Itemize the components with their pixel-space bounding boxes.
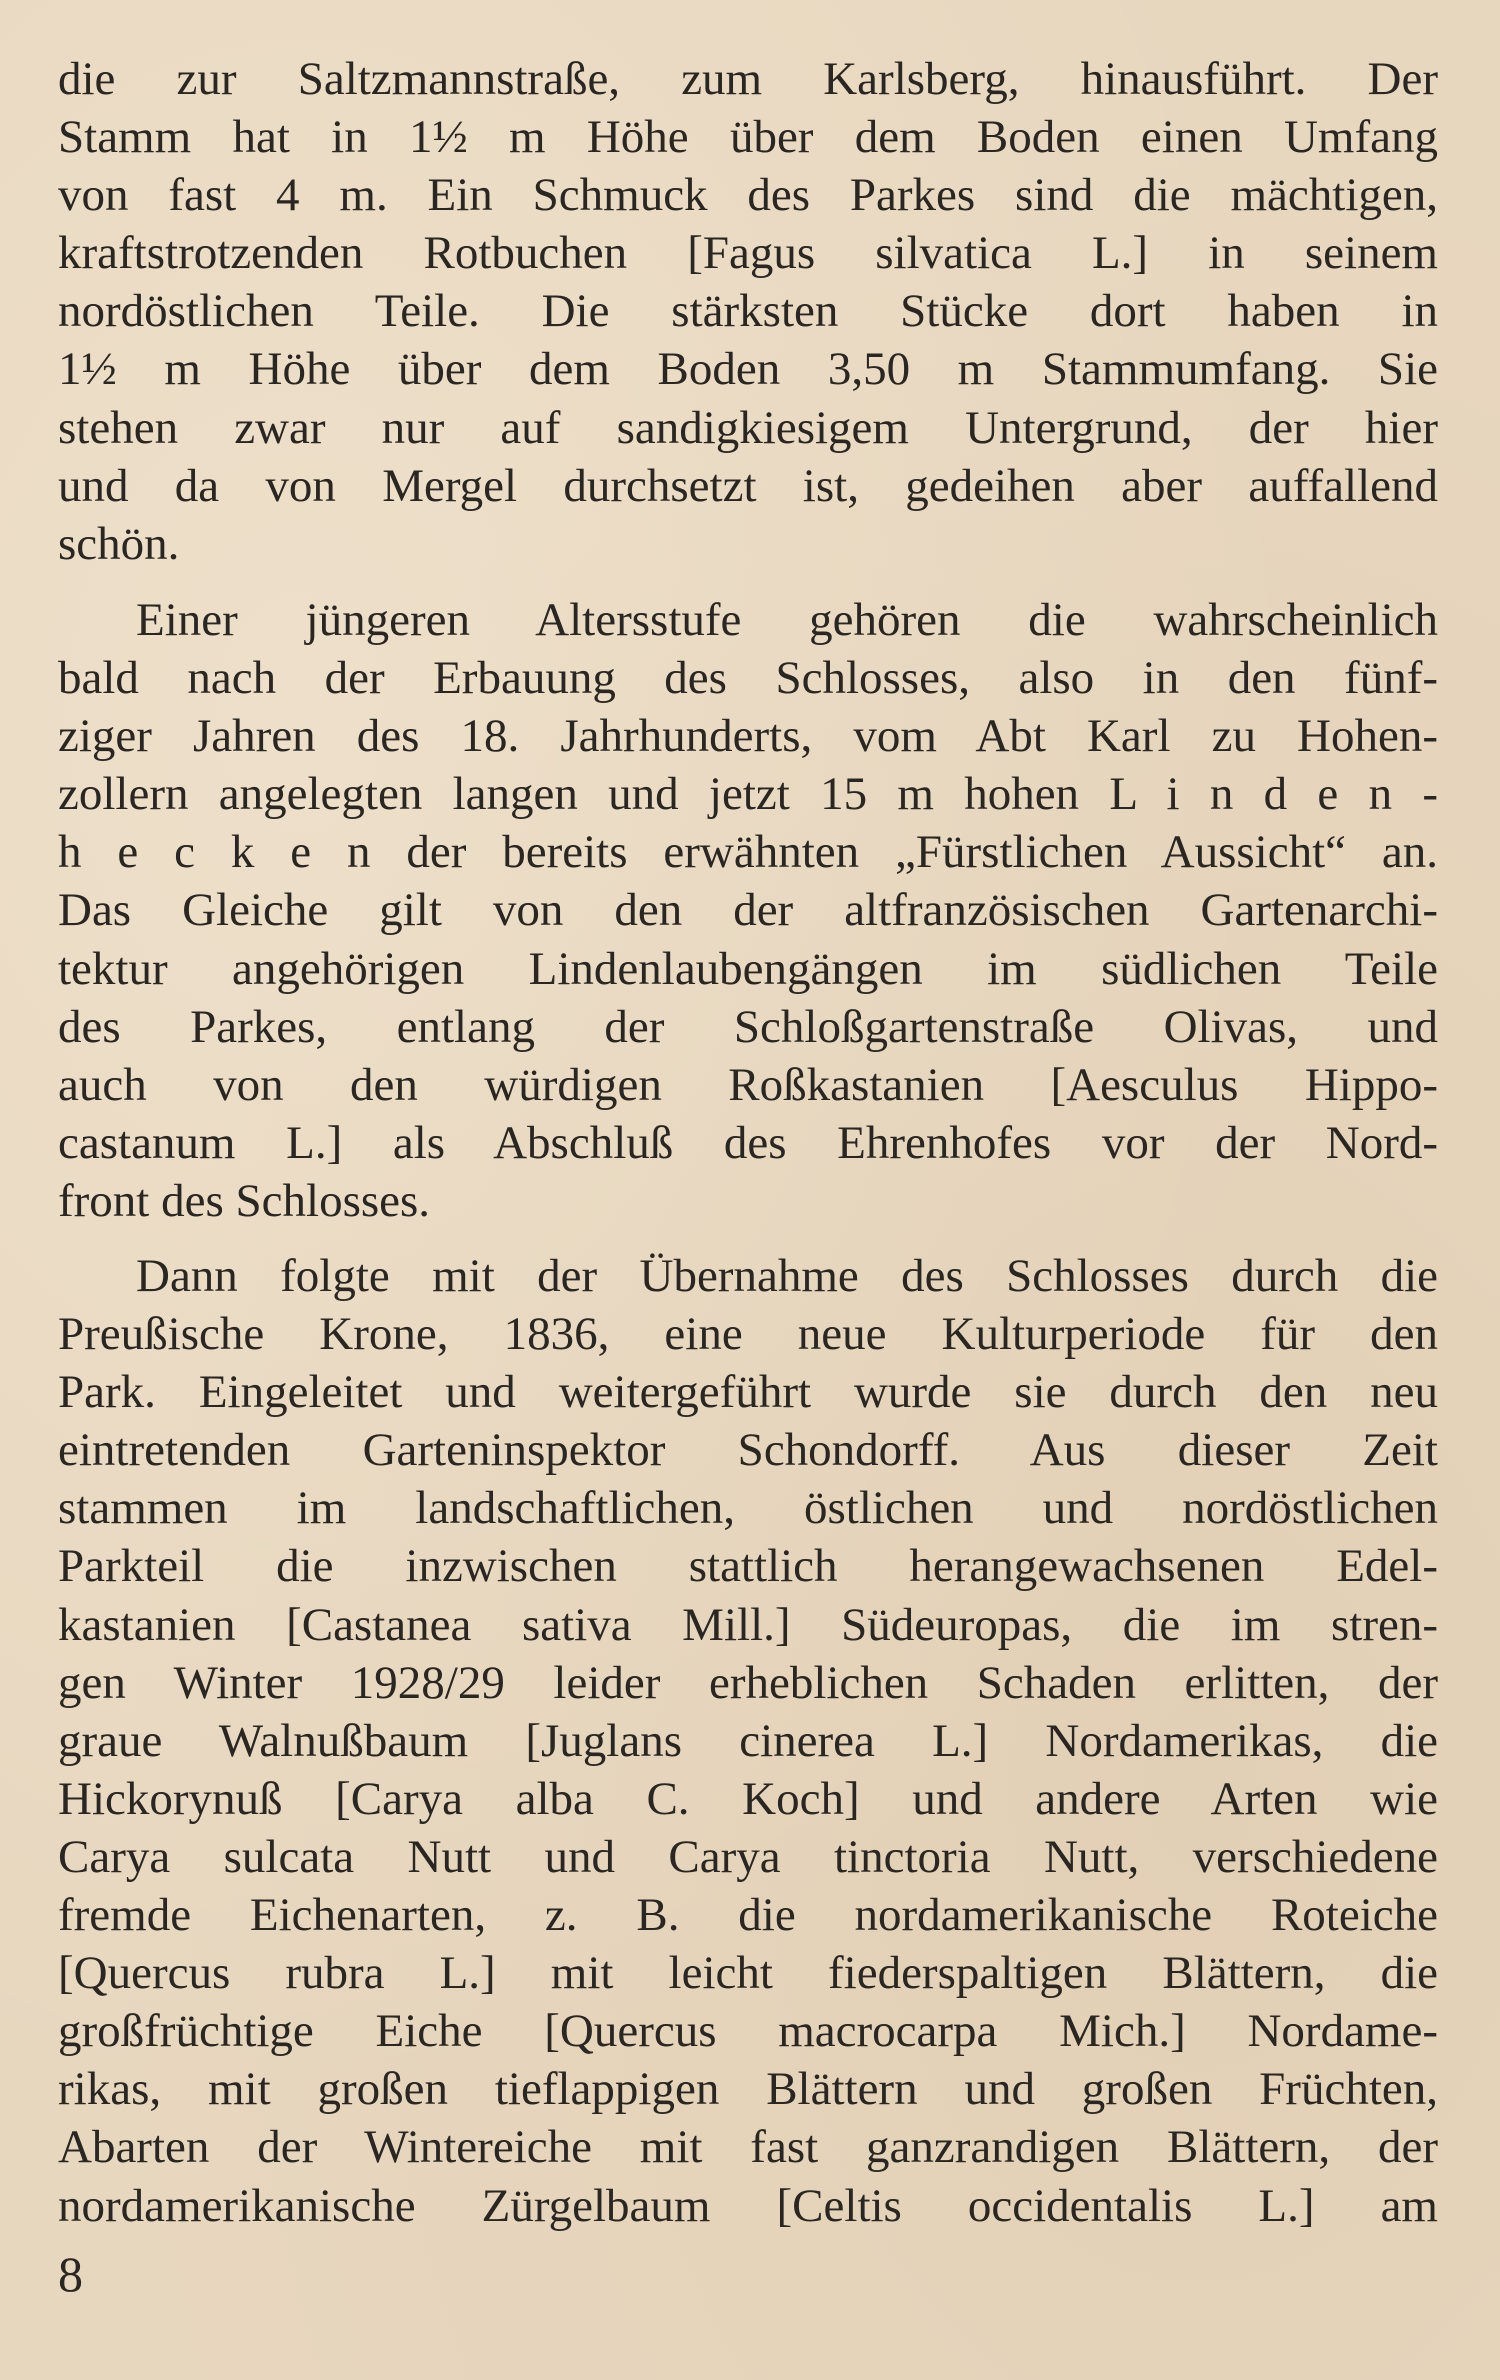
text-line: schön.: [58, 517, 180, 570]
text-line: auch von den würdigen Roßkastanien [Aesculus Hippo-: [58, 1058, 1438, 1111]
text-line: Abarten der Wintereiche mit fast ganzrandigen Blättern, der: [58, 2121, 1438, 2174]
text-line: Das Gleiche gilt von den der altfranzösischen Gartenarchi-: [58, 884, 1438, 937]
text-line: stehen zwar nur auf sandigkiesigem Untergrund, der hier: [58, 401, 1438, 454]
text-line: Park. Eingeleitet und weitergeführt wurde sie durch den neu: [58, 1366, 1438, 1419]
text-line: Carya sulcata Nutt und Carya tinctoria Nutt, verschiedene: [58, 1830, 1438, 1883]
text-line: front des Schlosses.: [58, 1174, 431, 1227]
text-line: gen Winter 1928/29 leider erheblichen Schaden erlitten, der: [58, 1656, 1438, 1709]
text-line: des Parkes, entlang der Schloßgartenstraße Olivas, und: [58, 1000, 1438, 1053]
text-line: h e c k e n der bereits erwähnten „Fürstlichen Aussicht“ an.: [58, 826, 1438, 879]
text-line: nordamerikanische Zürgelbaum [Celtis occidentalis L.] am: [58, 2179, 1438, 2232]
text-line: großfrüchtige Eiche [Quercus macrocarpa Mich.] Nordame-: [58, 2005, 1438, 2058]
text-line: Einer jüngeren Altersstufe gehören die wahrscheinlich: [136, 594, 1438, 646]
text-line: tektur angehörigen Lindenlaubengängen im südlichen Teile: [58, 942, 1438, 995]
text-line: nordöstlichen Teile. Die stärksten Stücke dort haben in: [58, 285, 1438, 338]
text-line: rikas, mit großen tieflappigen Blättern und großen Früchten,: [58, 2063, 1438, 2116]
text-line: die zur Saltzmannstraße, zum Karlsberg, hinausführt. Der: [58, 53, 1438, 105]
text-line: eintretenden Garteninspektor Schondorff. Aus dieser Zeit: [58, 1424, 1438, 1477]
text-line: Hickorynuß [Carya alba C. Koch] und andere Arten wie: [58, 1772, 1438, 1825]
text-line: bald nach der Erbauung des Schlosses, also in den fünf-: [58, 652, 1438, 705]
text-line: Parkteil die inzwischen stattlich herangewachsenen Edel-: [58, 1540, 1438, 1593]
text-line: kraftstrotzenden Rotbuchen [Fagus silvatica L.] in seinem: [58, 227, 1438, 280]
text-line: ziger Jahren des 18. Jahrhunderts, vom Abt Karl zu Hohen-: [58, 710, 1438, 763]
text-line: Dann folgte mit der Übernahme des Schlosses durch die: [136, 1250, 1438, 1302]
text-line: graue Walnußbaum [Juglans cinerea L.] Nordamerikas, die: [58, 1714, 1438, 1767]
text-line: Stamm hat in 1½ m Höhe über dem Boden einen Umfang: [58, 111, 1438, 164]
text-line: fremde Eichenarten, z. B. die nordamerikanische Roteiche: [58, 1889, 1438, 1942]
text-line: 1½ m Höhe über dem Boden 3,50 m Stammumfang. Sie: [58, 343, 1438, 396]
text-line: stammen im landschaftlichen, östlichen und nordöstlichen: [58, 1482, 1438, 1535]
text-line: zollern angelegten langen und jetzt 15 m hohen L i n d e n -: [58, 768, 1438, 821]
paragraph-2: [58, 591, 1438, 1230]
text-line: kastanien [Castanea sativa Mill.] Südeuropas, die im stren-: [58, 1598, 1438, 1651]
text-line: Preußische Krone, 1836, eine neue Kulturperiode für den: [58, 1308, 1438, 1361]
paragraph-3: [58, 1247, 1438, 2235]
paragraph-1: [58, 50, 1438, 573]
text-line: [Quercus rubra L.] mit leicht fiederspaltigen Blättern, die: [58, 1947, 1438, 2000]
text-line: castanum L.] als Abschluß des Ehrenhofes vor der Nord-: [58, 1116, 1438, 1169]
text-line: und da von Mergel durchsetzt ist, gedeihen aber auffallend: [58, 459, 1438, 512]
text-line: von fast 4 m. Ein Schmuck des Parkes sind die mächtigen,: [58, 169, 1438, 222]
page-number: 8: [58, 2246, 83, 2302]
